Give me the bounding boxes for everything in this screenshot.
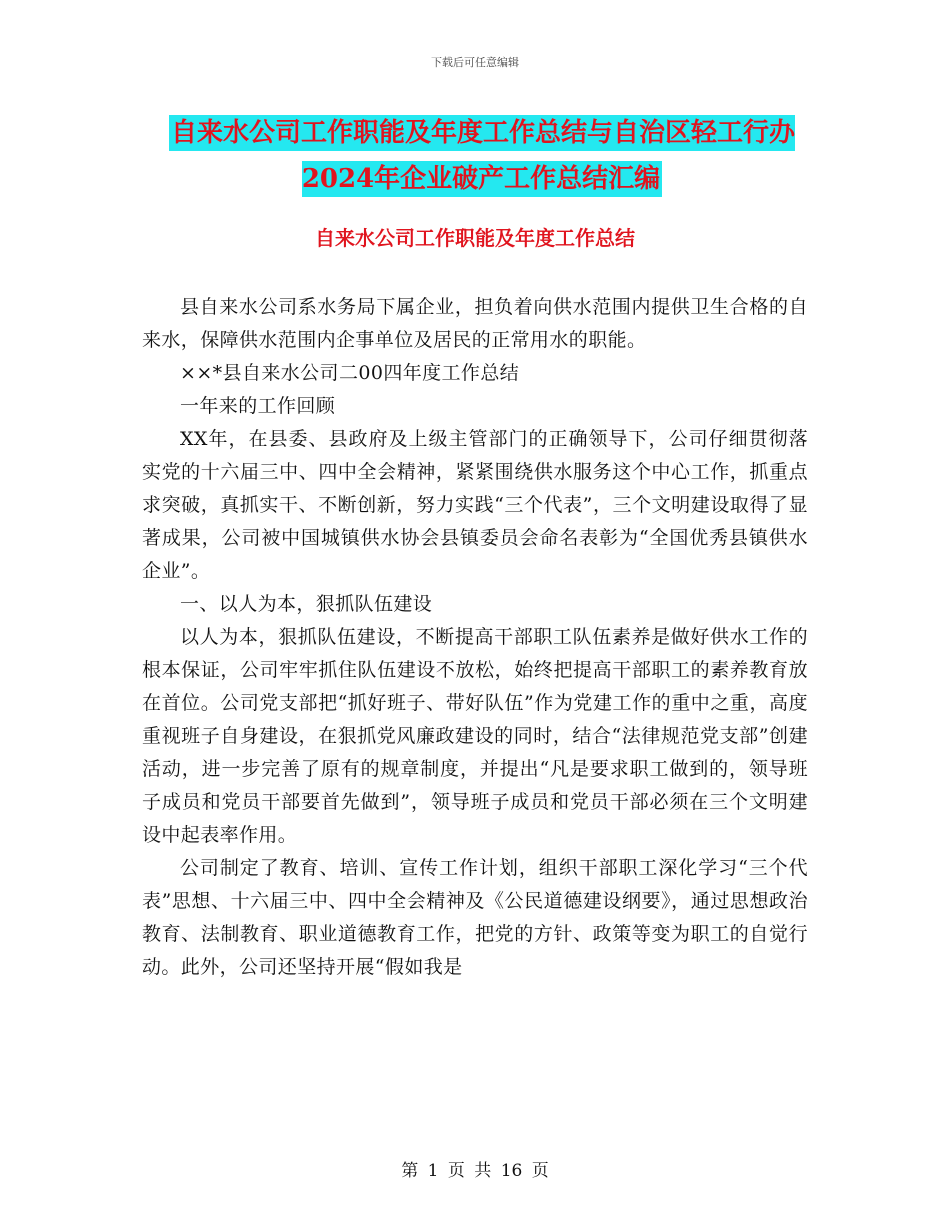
paragraph: XX年，在县委、县政府及上级主管部门的正确领导下，公司仔细贯彻落实党的十六届三中、四中全会精神，紧紧围绕供水服务这个中心工作，抓重点求突破，真抓实干、不断创新，努力实践“三个代表”，三个文明建设取得了显著成果，公司被中国城镇供水协会县镇委员会命名表彰为“全国优秀县镇供水企业”。 [142, 428, 808, 582]
section-title: 自来水公司工作职能及年度工作总结 [315, 226, 635, 250]
document-main-title [142, 110, 822, 202]
paragraph: 以人为本，狠抓队伍建设，不断提高干部职工队伍素养是做好供水工作的根本保证，公司牢牢抓住队伍建设不放松，始终把提高干部职工的素养教育放在首位。公司党支部把“抓好班子、带好队伍”作为党建工作的重中之重，高度重视班子自身建设，在狠抓党风廉政建设的同时，结合“法律规范党支部”创建活动，进一步完善了原有的规章制度，并提出“凡是要求职工做到的，领导班子成员和党员干部要首先做到”，领导班子成员和党员干部必须在三个文明建设中起表率作用。 [142, 626, 808, 846]
document-body [142, 291, 808, 984]
header-note: 下载后可任意编辑 [431, 56, 519, 69]
main-title-text: 自来水公司工作职能及年度工作总结与自治区轻工行办2024年企业破产工作总结汇编 [169, 115, 795, 197]
paragraph: ××*县自来水公司二00四年度工作总结 [180, 362, 520, 384]
paragraph: 县自来水公司系水务局下属企业，担负着向供水范围内提供卫生合格的自来水，保障供水范围内企事单位及居民的正常用水的职能。 [142, 296, 808, 351]
paragraph: 一年来的工作回顾 [180, 395, 336, 417]
paragraph: 一、以人为本，狠抓队伍建设 [180, 593, 433, 615]
page-number-footer: 第 1 页 共 16 页 [401, 1161, 549, 1181]
paragraph: 公司制定了教育、培训、宣传工作计划，组织干部职工深化学习“三个代表”思想、十六届三中、四中全会精神及《公民道德建设纲要》，通过思想政治教育、法制教育、职业道德教育工作，把党的方针、政策等变为职工的自觉行动。此外，公司还坚持开展“假如我是 [142, 857, 808, 978]
